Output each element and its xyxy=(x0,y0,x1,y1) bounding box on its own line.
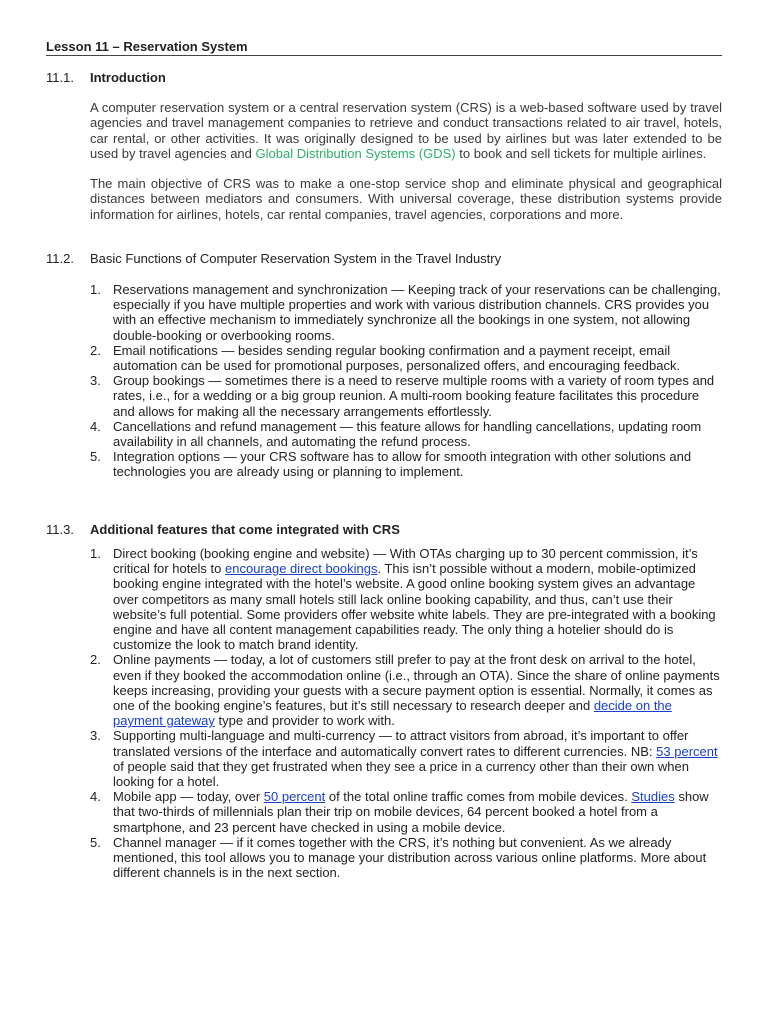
item-text: of the total online traffic comes from mobile devices. xyxy=(325,789,632,805)
item-number: 5. xyxy=(90,449,101,465)
item-text: of people said that they get frustrated when they see a price in a currency other than their own when looking for a hotel. xyxy=(113,758,689,790)
lesson-title: Lesson 11 – Reservation System xyxy=(46,39,722,56)
item-number: 1. xyxy=(90,282,101,297)
intro-text: A computer reservation system or a central reservation system (CRS) is a web-based software used by travel agencies and travel management companies to retrieve and conduct transactions related to air travel, hotels, car rental, or other activities. It was originally designed to be used by airlines but was later extended to be used by travel agencies and xyxy=(90,100,722,161)
53-percent-link[interactable]: 53 percent xyxy=(656,743,718,759)
list-item xyxy=(90,834,723,881)
basic-functions-list xyxy=(90,282,723,480)
intro-text-end: to book and sell tickets for multiple airlines. xyxy=(455,145,707,161)
encourage-direct-bookings-link[interactable]: encourage direct bookings xyxy=(225,561,378,577)
section-number: 11.3. xyxy=(46,522,74,537)
item-number: 2. xyxy=(90,652,101,668)
additional-features-list xyxy=(90,546,723,881)
section-heading-basic-functions xyxy=(46,251,501,267)
list-item xyxy=(90,373,723,419)
list-item xyxy=(90,652,723,729)
section-title: Basic Functions of Computer Reservation System in the Travel Industry xyxy=(90,251,502,266)
section-title: Introduction xyxy=(90,70,166,85)
list-item xyxy=(90,789,723,835)
item-text: Direct booking (booking engine and website) — With OTAs charging up to 30 percent commission, it’s critical for hotels to xyxy=(113,546,698,577)
list-item xyxy=(90,546,723,653)
item-number: 4. xyxy=(90,418,101,434)
item-text: Cancellations and refund management — this feature allows for handling cancellations, updating room availability in all channels, and automating the refund process. xyxy=(113,418,702,450)
item-number: 4. xyxy=(90,789,101,805)
item-text: . This isn’t possible without a modern, mobile-optimized booking engine integrated with the hotel’s website. A good online booking system gives an advantage over competitors as many small hotels still lack online booking capability, and thus, can’t use their website’s full potential. Some providers offer website white labels. They are pre-integrated with a booking engine and have all content management capabilities ready. The only thing a hotelier should do is customize the look to match brand identity. xyxy=(113,561,716,653)
section-heading-introduction xyxy=(46,70,166,86)
studies-link[interactable]: Studies xyxy=(631,789,675,805)
item-text: Integration options — your CRS software has to allow for smooth integration with other solutions and technologies you are already using or planning to implement. xyxy=(113,449,692,480)
item-text: type and provider to work with. xyxy=(214,713,395,729)
intro-paragraph-2: The main objective of CRS was to make a one-stop service shop and eliminate physical and geographical distances between mediators and consumers. With universal coverage, these distribution systems provide information for airlines, hotels, car rental companies, travel agencies, corporations and more. xyxy=(90,176,722,222)
item-number: 3. xyxy=(90,728,101,744)
list-item xyxy=(90,728,723,790)
item-text: Mobile app — today, over xyxy=(113,789,264,805)
50-percent-link[interactable]: 50 percent xyxy=(263,789,326,805)
item-text: show that two-thirds of millennials plan their trip on mobile devices, 64 percent booked a hotel from a smartphone, and 23 percent have checked in using a mobile device. xyxy=(113,789,709,835)
item-text: Email notifications — besides sending regular booking confirmation and a payment receipt, email automation can be used for promotional purposes, personalized offers, and encouraging feedback. xyxy=(113,342,681,374)
list-item xyxy=(90,342,723,374)
list-item xyxy=(90,449,723,480)
item-number: 1. xyxy=(90,546,101,561)
item-number: 5. xyxy=(90,834,101,850)
item-number: 3. xyxy=(90,373,101,389)
item-text: Reservations management and synchronization — Keeping track of your reservations can be challenging, especially if you have multiple properties and work with various distribution channels. CRS provides you with an effective mechanism to immediately synchronize all the bookings in one system, not allowing double-booking or overbooking rooms. xyxy=(113,282,721,343)
item-text: Online payments — today, a lot of customers still prefer to pay at the front desk on arrival to the hotel, even if they booked the accommodation online (i.e., through an OTA). Since the share of online payments keeps increasing, providing your guests with a secure payment option is essential. Normally, it comes as one of the booking engine’s features, but it’s still necessary to research deeper and xyxy=(113,652,720,714)
item-text: Channel manager — if it comes together with the CRS, it’s nothing but convenient. As we already mentioned, this tool allows you to manage your distribution across various online platforms. More about different channels is in the next section. xyxy=(113,834,707,881)
payment-gateway-link[interactable]: decide on the payment gateway xyxy=(113,698,672,729)
section-heading-additional-features xyxy=(46,522,400,538)
list-item xyxy=(90,418,723,450)
list-item xyxy=(90,282,723,343)
intro-paragraph-1 xyxy=(90,100,722,161)
item-text: Group bookings — sometimes there is a need to reserve multiple rooms with a variety of room types and rates, i.e., for a wedding or a big group reunion. A multi-room booking feature facilitates this procedure and allows for making all the necessary arrangements effortlessly. xyxy=(113,373,715,419)
section-number: 11.2. xyxy=(46,251,74,266)
section-title: Additional features that come integrated with CRS xyxy=(90,522,400,537)
gds-link[interactable]: Global Distribution Systems (GDS) xyxy=(255,145,456,161)
section-number: 11.1. xyxy=(46,70,74,85)
item-text: Supporting multi-language and multi-currency — to attract visitors from abroad, it’s important to offer translated versions of the interface and automatically convert rates to different currencies. NB: xyxy=(113,728,689,759)
item-number: 2. xyxy=(90,342,101,358)
